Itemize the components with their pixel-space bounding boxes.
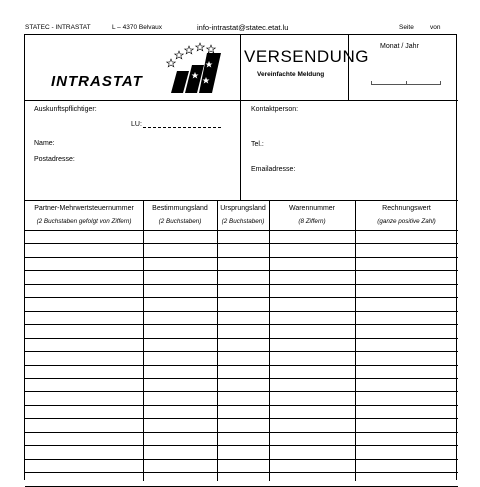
phone-label: Tel.: (251, 141, 264, 148)
respondent-label: Auskunftspflichtiger: (34, 106, 97, 113)
divider (240, 35, 241, 100)
col-divider (217, 200, 218, 481)
col-header-partner-vat: Partner-Mehrwertsteuernummer (34, 205, 134, 212)
org-email: info-intrastat@statec.etat.lu (197, 23, 289, 32)
table-row[interactable] (25, 432, 458, 433)
table-row[interactable] (25, 257, 458, 258)
table-row[interactable] (25, 486, 458, 487)
col-header-commodity: Warennummer (288, 205, 336, 212)
col-sub-destination: (2 Buchstaben) (158, 218, 202, 225)
table-row[interactable] (25, 418, 458, 419)
col-divider (355, 200, 356, 481)
name-label: Name: (34, 140, 55, 147)
table-row[interactable] (25, 297, 458, 298)
table-row[interactable] (25, 270, 458, 271)
lu-label: LU: (131, 121, 142, 128)
divider (240, 100, 241, 200)
page-label: Seite (399, 24, 414, 31)
divider (25, 200, 458, 201)
col-header-origin: Ursprungsland (220, 205, 266, 212)
email-label: Emailadresse: (251, 166, 296, 173)
table-row[interactable] (25, 472, 458, 473)
table-row[interactable] (25, 338, 458, 339)
intrastat-logo (49, 39, 229, 97)
col-sub-commodity: (8 Ziffern) (298, 218, 326, 225)
table-row[interactable] (25, 311, 458, 312)
table-row[interactable] (25, 243, 458, 244)
form-title: VERSENDUNG (244, 47, 369, 66)
col-header-invoice-value: Rechnungswert (382, 205, 431, 212)
postal-label: Postadresse: (34, 156, 75, 163)
col-sub-origin: (2 Buchstaben) (221, 218, 265, 225)
of-label: von (430, 24, 441, 31)
table-row[interactable] (25, 324, 458, 325)
col-header-destination: Bestimmungsland (152, 205, 208, 212)
col-divider (269, 200, 270, 481)
col-sub-partner-vat: (2 Buchstaben gefolgt von Ziffern) (36, 218, 132, 225)
table-row[interactable] (25, 284, 458, 285)
lu-field[interactable] (143, 127, 221, 128)
col-divider (143, 200, 144, 481)
table-row[interactable] (25, 378, 458, 379)
contact-label: Kontaktperson: (251, 106, 299, 113)
period-field[interactable] (371, 77, 441, 85)
table-row[interactable] (25, 405, 458, 406)
header-line (25, 24, 455, 34)
form-frame (24, 34, 457, 480)
table-row[interactable] (25, 230, 458, 231)
table-row[interactable] (25, 351, 458, 352)
form-subtitle: Vereinfachte Meldung (257, 71, 325, 78)
table-row[interactable] (25, 445, 458, 446)
table-row[interactable] (25, 365, 458, 366)
divider (25, 100, 458, 101)
org-address: L – 4370 Belvaux (112, 24, 162, 31)
col-sub-invoice-value: (ganze positive Zahl) (377, 218, 436, 225)
table-row[interactable] (25, 459, 458, 460)
org-name: STATEC - INTRASTAT (25, 24, 91, 31)
table-row[interactable] (25, 391, 458, 392)
period-label: Monat / Jahr (380, 43, 419, 50)
logo-text: INTRASTAT (51, 73, 143, 90)
divider (348, 35, 349, 100)
